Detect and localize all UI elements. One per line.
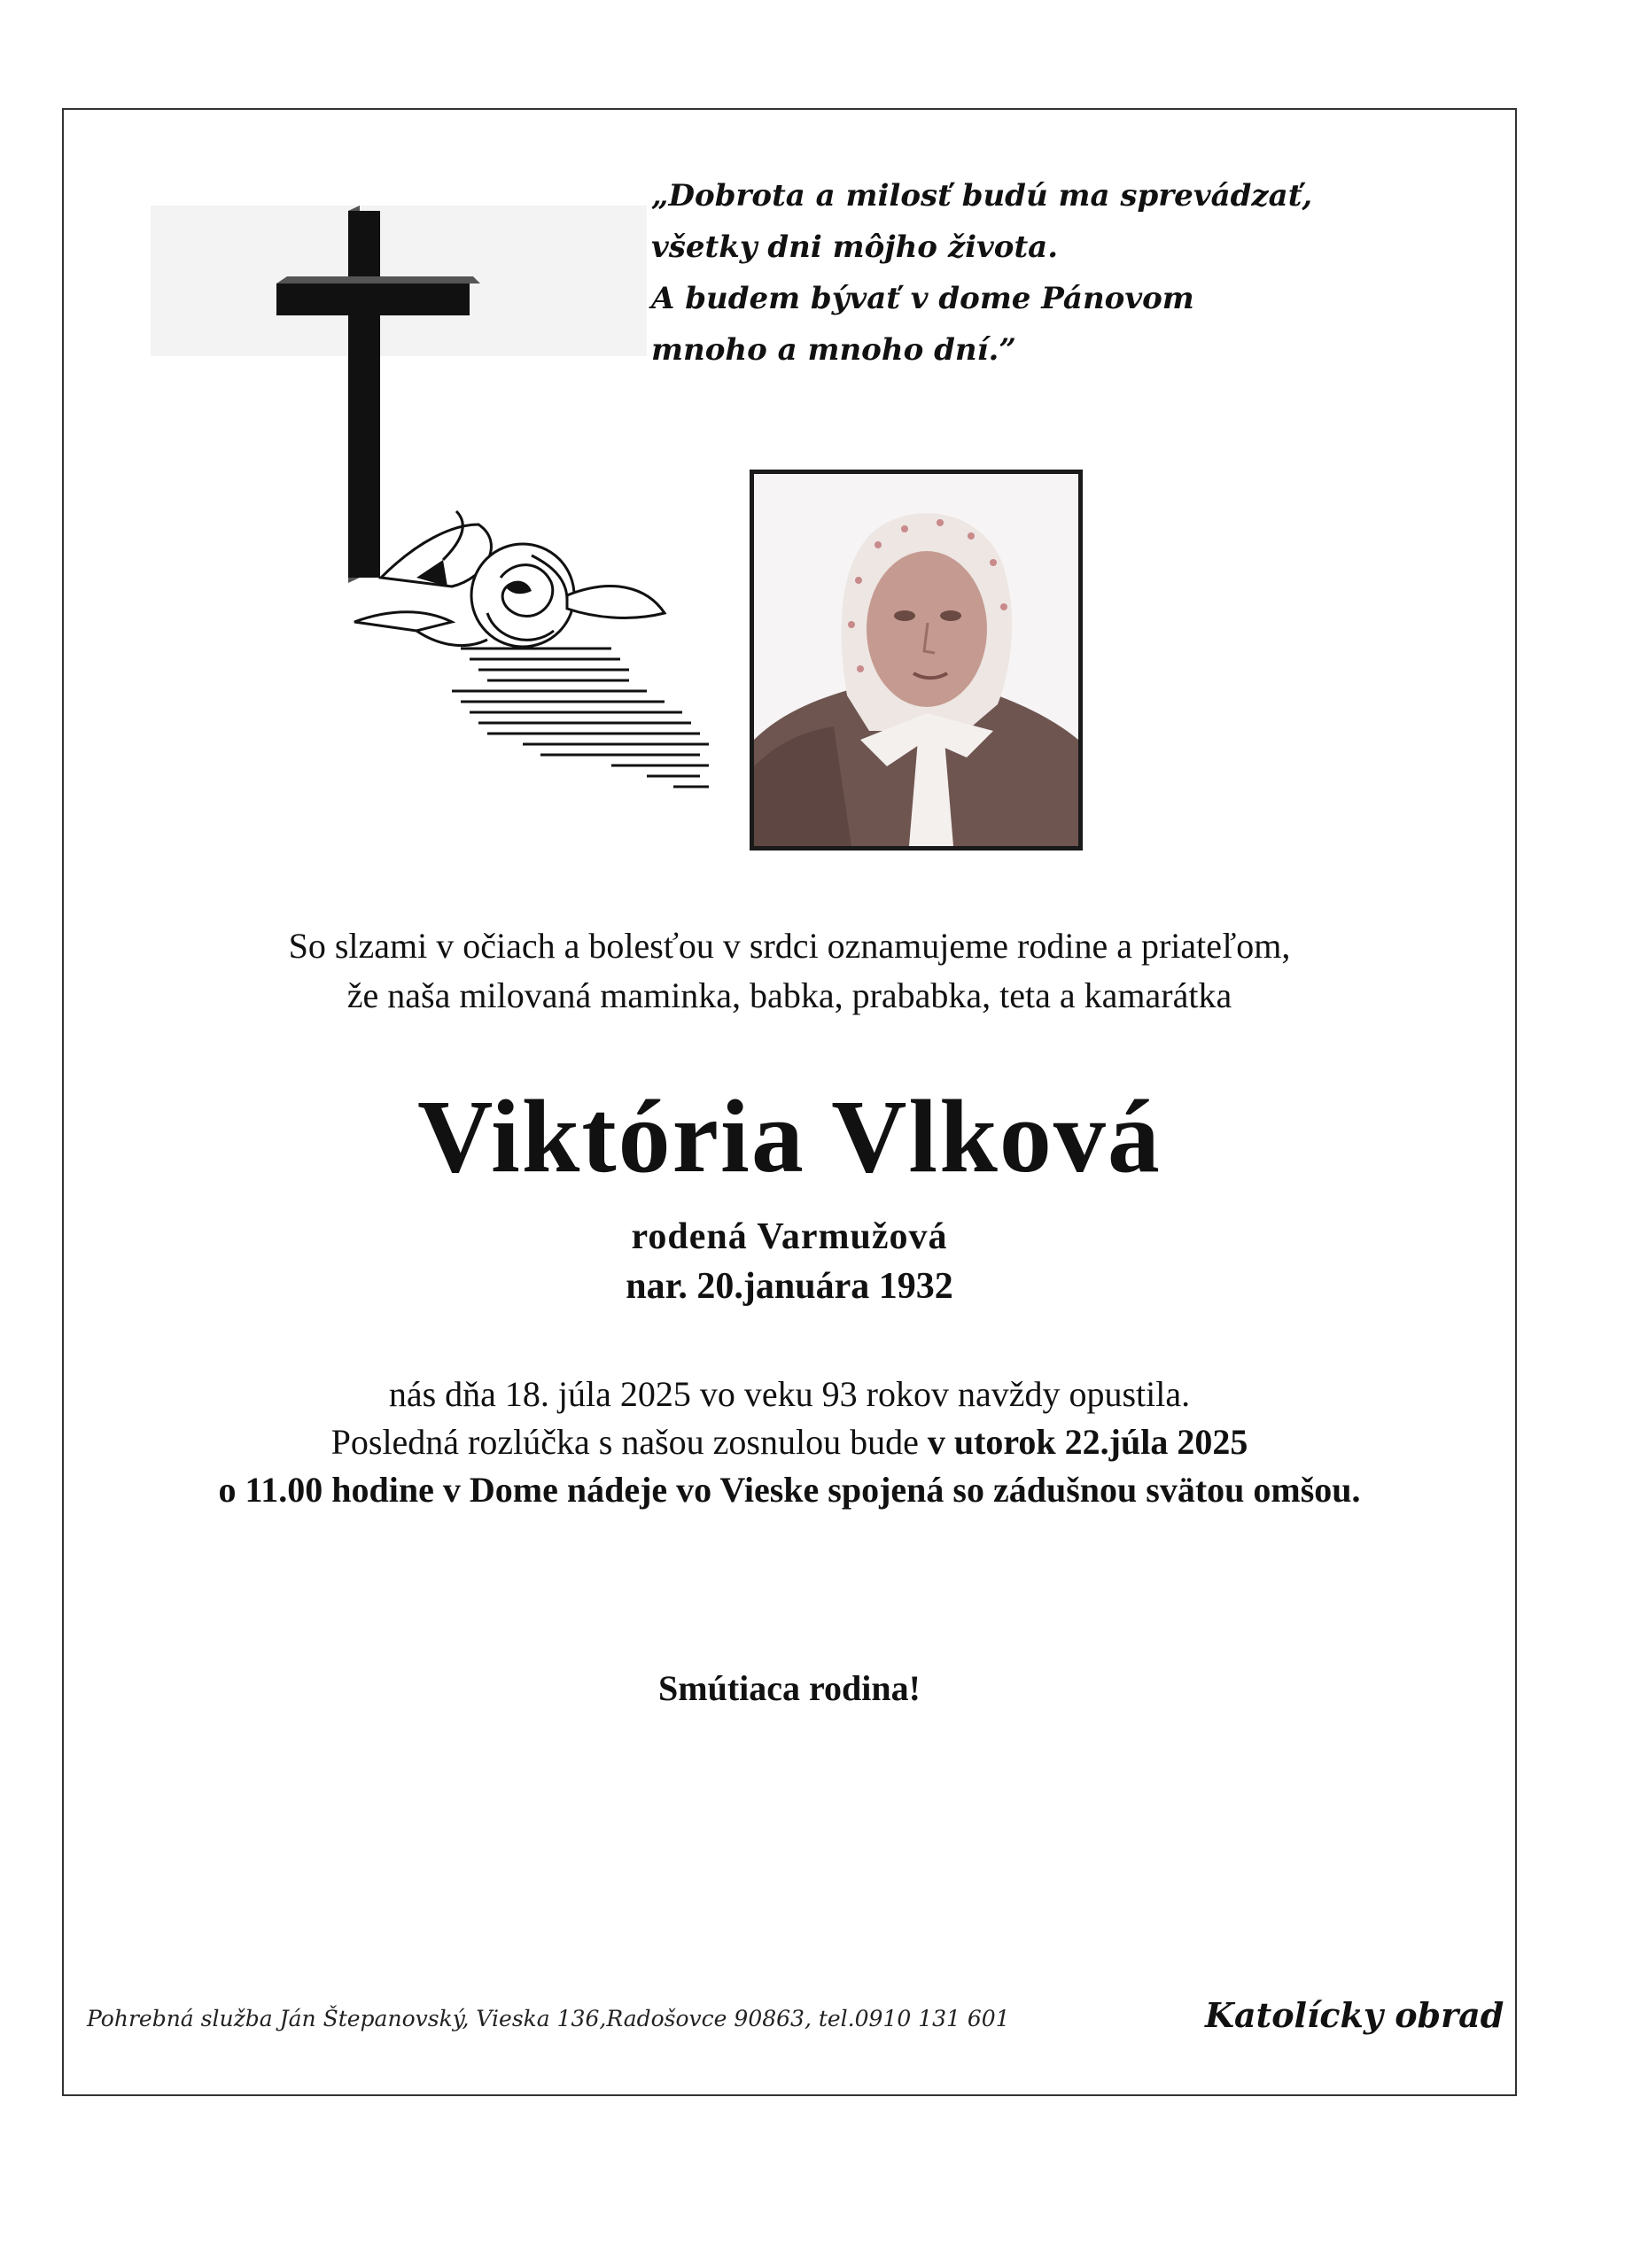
funeral-line-2: o 11.00 hodine v Dome nádeje vo Vieske spojená so zádušnou svätou omšou. [218,1470,1361,1510]
funeral-line-1 [62,1418,1517,1467]
rite-label: Katolícky obrad [1205,1995,1504,2035]
quote-line-1: „Dobrota a milosť budú ma sprevádzať, [651,178,1313,214]
intro-line-2: že naša milovaná maminka, babka, prababka, teta a kamarátka [346,975,1232,1015]
quote-line-4: mnoho a mnoho dní.” [651,332,1016,368]
cross-with-rose-icon [151,206,718,790]
funeral-prefix: Posledná rozlúčka s našou zosnulou bude [330,1422,928,1462]
death-line: nás dňa 18. júla 2025 vo veku 93 rokov navždy opustila. [388,1374,1191,1414]
quote-line-3: A budem bývať v dome Pánovom [651,281,1194,316]
funeral-service-info: Pohrebná služba Ján Štepanovský, Vieska 136,Radošovce 90863, tel.0910 131 601 [87,2006,1010,2031]
funeral-date: v utorok 22.júla 2025 [927,1422,1248,1462]
scripture-quote [651,170,1325,376]
birth-date: nar. 20.januára 1932 [626,1266,953,1307]
intro-text [62,921,1517,1021]
deceased-name: Viktória Vlková [417,1078,1162,1194]
intro-line-1: So slzami v očiach a bolesťou v srdci oznamujeme rodine a priateľom, [288,926,1291,966]
maiden-name: rodená Varmužová [631,1216,948,1257]
portrait-photo [750,470,1083,850]
quote-line-2: všetky dni môjho života. [651,229,1059,265]
mourners-signature: Smútiaca rodina! [658,1668,921,1708]
